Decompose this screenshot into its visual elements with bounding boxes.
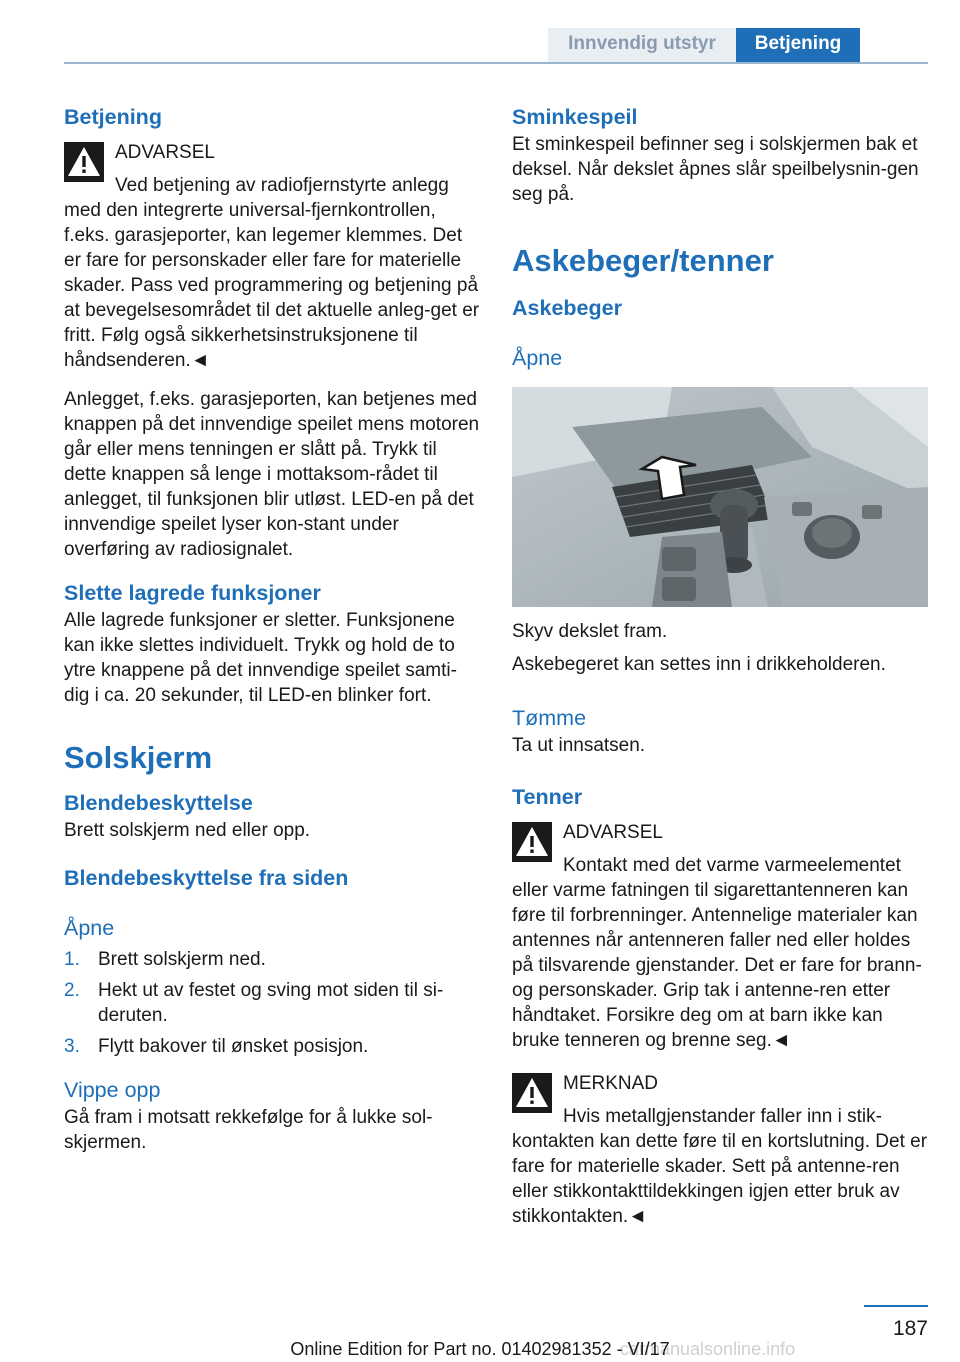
heading-tenner: Tenner: [512, 785, 583, 809]
note-label: MERKNAD: [563, 1073, 659, 1094]
warning-box-betjening: [64, 140, 482, 373]
note-box-tenner: [512, 1071, 930, 1229]
ashtray-caption-1: Skyv dekslet fram.: [512, 621, 668, 642]
warning-text: eller varme fatningen til sigarettantenneren kan føre til forbrenninger. Antennelige materialer kan antennes når antenneren faller ned eller holdes på tilsvarende gjenstander. Det er fare for brann- og personskader. Grip tak i antenne‐ren etter håndtaket. Forsikre deg om at barn ikke kan bruke tenneren og brenne seg.◄: [512, 880, 922, 1051]
heading-blendebeskyttelse-siden: Blendebeskyttelse fra siden: [64, 866, 349, 890]
page-header: [0, 0, 960, 62]
ashtray-caption-2: Askebegeret kan settes inn i drikkeholderen.: [512, 654, 886, 675]
steps-list: [64, 947, 482, 1059]
vippe-opp-body: Gå fram i motsatt rekkefølge for å lukke sol‐skjermen.: [64, 1107, 433, 1153]
heading-tomme: Tømme: [512, 706, 587, 730]
heading-vippe-opp: Vippe opp: [64, 1078, 161, 1102]
right-column: [512, 100, 930, 1229]
list-item: 1. Brett solskjerm ned.: [64, 949, 266, 970]
ashtray-photo: [512, 387, 928, 607]
heading-blendebeskyttelse: Blendebeskyttelse: [64, 791, 253, 815]
slette-body: Alle lagrede funksjoner er sletter. Funksjonene kan ikke slettes individuelt. Trykk og hold de to ytre knappene på det innvendige speilet samti‐dig i ca. 20 sekunder, til LED-en blinker fort.: [64, 610, 457, 706]
left-column: [64, 100, 482, 1155]
heading-slette: Slette lagrede funksjoner: [64, 581, 321, 605]
list-item: 3. Flytt bakover til ønsket posisjon.: [64, 1036, 369, 1057]
blendebeskyttelse-body: Brett solskjerm ned eller opp.: [64, 820, 311, 841]
heading-askebeger-tenner: Askebeger/tenner: [512, 243, 774, 278]
warning-label: ADVARSEL: [115, 142, 215, 163]
page-number: 187: [892, 1317, 928, 1340]
note-text: kontakten kan dette føre til en kortslutning. Det er fare for materielle skader. Sett på antenne‐ren eller stikkontakttildekkingen igjen etter bruk av stikkontakten.◄: [512, 1131, 928, 1227]
warning-first-line: Kontakt med det varme varmeelementet: [563, 855, 901, 876]
heading-askebeger: Askebeger: [512, 296, 622, 320]
heading-betjening: Betjening: [64, 105, 162, 129]
warning-text: med den integrerte universal-fjernkontrollen, f.eks. garasjeporter, kan legemer klemmes. Det er fare for personskader eller fare for materielle skader. Pass ved programmering og betjening på at bevegelsesområdet til det aktuelle anleg‐get er fritt. Følg også sikkerhetsinstruksjonene til håndsenderen.◄: [64, 200, 480, 371]
warning-first-line: Ved betjening av radiofjernstyrte anlegg: [115, 175, 449, 196]
heading-sminkespeil: Sminkespeil: [512, 105, 638, 129]
warning-box-tenner: [512, 820, 930, 1053]
betjening-body: Anlegget, f.eks. garasjeporten, kan betjenes med knappen på det innvendige speilet mens motoren går eller mens tenningen er slått på. Trykk til dette knappen så lenge i mottaksom‐rådet til anlegget, til funksjonen blir utløst. LED-en på det innvendige speilet lyser kon‐stant under overføring av radiosignalet.: [64, 389, 480, 560]
warning-triangle-icon: [512, 1073, 552, 1113]
list-item: 2. Hekt ut av festet og sving mot siden til si‐deruten.: [64, 980, 444, 1026]
footer-rule: [864, 1305, 928, 1307]
sminkespeil-body: Et sminkespeil befinner seg i solskjermen bak et deksel. Når dekslet åpnes slår speilbelysnin‐gen seg på.: [512, 134, 919, 205]
edition-line: Online Edition for Part no. 01402981352 - VI/17: [290, 1339, 670, 1359]
header-section-label: Innvendig utstyr: [548, 28, 736, 62]
warning-label: ADVARSEL: [563, 822, 663, 843]
heading-solskjerm: Solskjerm: [64, 740, 213, 775]
tomme-body: Ta ut innsatsen.: [512, 735, 646, 756]
watermark: carmanualsonline.info: [620, 1339, 796, 1359]
note-first-line: Hvis metallgjenstander faller inn i stik‐: [563, 1106, 882, 1127]
heading-apne-left: Åpne: [64, 916, 115, 940]
header-rule: [64, 62, 928, 64]
heading-apne-right: Åpne: [512, 346, 563, 370]
warning-triangle-icon: [512, 822, 552, 862]
header-active-tab: Betjening: [736, 28, 860, 62]
warning-triangle-icon: [64, 142, 104, 182]
